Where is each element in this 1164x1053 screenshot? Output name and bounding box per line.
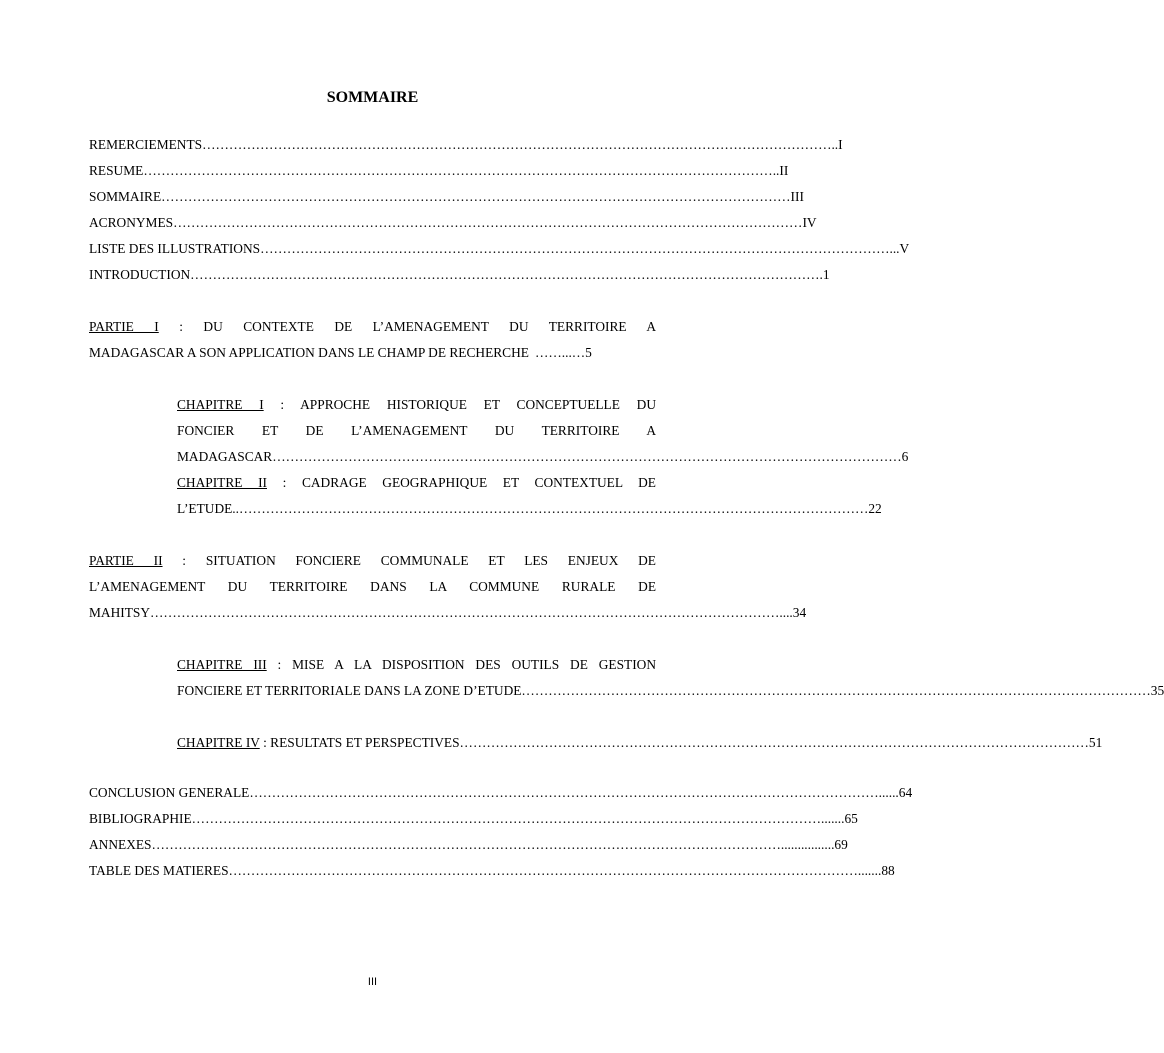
toc-partie-1-line-2[interactable]	[89, 344, 656, 362]
leader-dots: ……………………………………………………………………………………………………………………………	[143, 163, 773, 178]
toc-entry-label: RESUME	[89, 163, 144, 178]
toc-entry[interactable]	[89, 784, 913, 802]
toc-chapitre-1-line-1[interactable]	[177, 396, 656, 414]
toc-entry-label: INTRODUCTION	[89, 267, 191, 282]
page-title: SOMMAIRE	[326, 89, 419, 106]
toc-entry-page: III	[790, 189, 804, 204]
separator: :	[158, 319, 204, 334]
separator: :	[263, 397, 301, 412]
toc-entry-label: TABLE DES MATIERES	[89, 863, 229, 878]
leader-dots: ……………………………………………………………………………………………………………………………	[272, 449, 902, 464]
chapitre-title: APPROCHE HISTORIQUE ET CONCEPTUELLE DU	[300, 397, 656, 412]
toc-entry-label: BIBLIOGRAPHIE	[89, 811, 192, 826]
toc-entry-page: 22	[868, 501, 882, 516]
toc-entry[interactable]	[89, 810, 858, 828]
partie-label: PARTIE I	[89, 319, 159, 334]
chapitre-title: MISE A LA DISPOSITION DES OUTILS DE GESTION	[292, 657, 656, 672]
toc-entry-page: ......64	[878, 785, 913, 800]
toc-partie-2-line-2: L’AMENAGEMENT DU TERRITOIRE DANS LA COMMUNE RURALE DE	[89, 579, 656, 594]
partie-title-cont: MAHITSY	[89, 605, 151, 620]
leader-dots: ……………………………………………………………………………………………………………………………	[202, 137, 832, 152]
leader-dots: ……………………………………………………………………………………………………………………………	[228, 863, 858, 878]
chapitre-label: CHAPITRE I	[177, 397, 264, 412]
toc-entry-label: CONCLUSION GENERALE	[89, 785, 250, 800]
toc-partie-2-line-1[interactable]	[89, 552, 656, 570]
toc-entry[interactable]	[89, 136, 843, 154]
chapitre-title-cont: MADAGASCAR	[177, 449, 273, 464]
leader-dots: …	[534, 345, 549, 360]
toc-entry-page: 51	[1088, 735, 1103, 750]
toc-entry-label: SOMMAIRE	[89, 189, 162, 204]
leader-dots: ……………………………………………………………………………………………………………………………	[161, 189, 791, 204]
toc-entry[interactable]	[89, 214, 817, 232]
separator: :	[266, 657, 293, 672]
toc-partie-1-line-1[interactable]	[89, 318, 656, 336]
chapitre-title-cont: FONCIERE ET TERRITORIALE DANS LA ZONE D’ETUDE	[177, 683, 522, 698]
toc-chapitre-3-line-1[interactable]	[177, 656, 656, 674]
partie-title-cont: MADAGASCAR A SON APPLICATION DANS LE CHAMP DE RECHERCHE	[89, 345, 529, 360]
leader-dots: ……………………………………………………………………………………………………………………………	[249, 785, 879, 800]
toc-entry[interactable]	[89, 162, 789, 180]
toc-entry-label: ACRONYMES	[89, 215, 174, 230]
toc-entry[interactable]	[89, 862, 895, 880]
toc-entry[interactable]	[89, 266, 830, 284]
toc-entry-page: …...…5	[548, 345, 592, 360]
leader-dots: ……………………………………………………………………………………………………………………………	[191, 811, 822, 826]
toc-entry[interactable]	[89, 836, 848, 854]
leader-dots: ……………………………………………………………………………………………………………………………	[151, 837, 781, 852]
leader-dots: ……………………………………………………………………………………………………………………………	[260, 241, 890, 256]
page-number: III	[367, 976, 378, 988]
leader-dots: ……………………………………………………………………………………………………………………………	[190, 267, 820, 282]
separator: :	[162, 553, 206, 568]
toc-chapitre-1-line-2: FONCIER ET DE L’AMENAGEMENT DU TERRITOIRE A	[177, 423, 656, 438]
leader-dots: ……………………………………………………………………………………………………………………………	[173, 215, 803, 230]
toc-entry-page: .......65	[821, 811, 858, 826]
leader-dots: ……………………………………………………………………………………………………………………………	[459, 735, 1089, 750]
toc-entry-page: ...V	[889, 241, 910, 256]
leader-dots: ……………………………………………………………………………………………………………………………	[150, 605, 780, 620]
toc-partie-2-line-3[interactable]	[89, 604, 807, 622]
chapitre-title-cont: L’ETUDE..	[177, 501, 239, 516]
toc-entry-label: LISTE DES ILLUSTRATIONS	[89, 241, 261, 256]
toc-chapitre-2-line-1[interactable]	[177, 474, 656, 492]
toc-chapitre-3-line-2[interactable]	[177, 682, 1164, 700]
partie-title: SITUATION FONCIERE COMMUNALE ET LES ENJEUX DE	[205, 553, 656, 568]
chapitre-label: CHAPITRE II	[177, 475, 267, 490]
toc-entry[interactable]	[89, 188, 804, 206]
toc-entry-label: REMERCIEMENTS	[89, 137, 203, 152]
chapitre-title: CADRAGE GEOGRAPHIQUE ET CONTEXTUEL DE	[301, 475, 656, 490]
leader-dots: ……………………………………………………………………………………………………………………………	[238, 501, 869, 516]
toc-chapitre-4[interactable]	[177, 734, 1103, 752]
toc-entry-page: IV	[802, 215, 817, 230]
chapitre-label: CHAPITRE III	[177, 657, 267, 672]
toc-chapitre-1-line-3[interactable]	[177, 448, 909, 466]
toc-entry-page: .1	[819, 267, 830, 282]
chapitre-label: CHAPITRE IV	[177, 735, 260, 750]
partie-label: PARTIE II	[89, 553, 163, 568]
toc-entry-page: .......88	[857, 863, 895, 878]
toc-entry-page: ................69	[780, 837, 848, 852]
toc-entry[interactable]	[89, 240, 910, 258]
leader-dots: ……………………………………………………………………………………………………………………………	[521, 683, 1151, 698]
toc-chapitre-2-line-2[interactable]	[177, 500, 882, 518]
toc-entry-page: 35	[1150, 683, 1164, 698]
toc-entry-page: ....34	[779, 605, 807, 620]
separator: :	[267, 475, 302, 490]
toc-entry-page: 6	[901, 449, 909, 464]
toc-entry-page: ..I	[831, 137, 843, 152]
toc-entry-label: ANNEXES	[89, 837, 152, 852]
chapitre-title: : RESULTATS ET PERSPECTIVES	[259, 735, 460, 750]
toc-entry-page: ..II	[772, 163, 789, 178]
partie-title: DU CONTEXTE DE L’AMENAGEMENT DU TERRITOIRE A	[203, 319, 657, 334]
